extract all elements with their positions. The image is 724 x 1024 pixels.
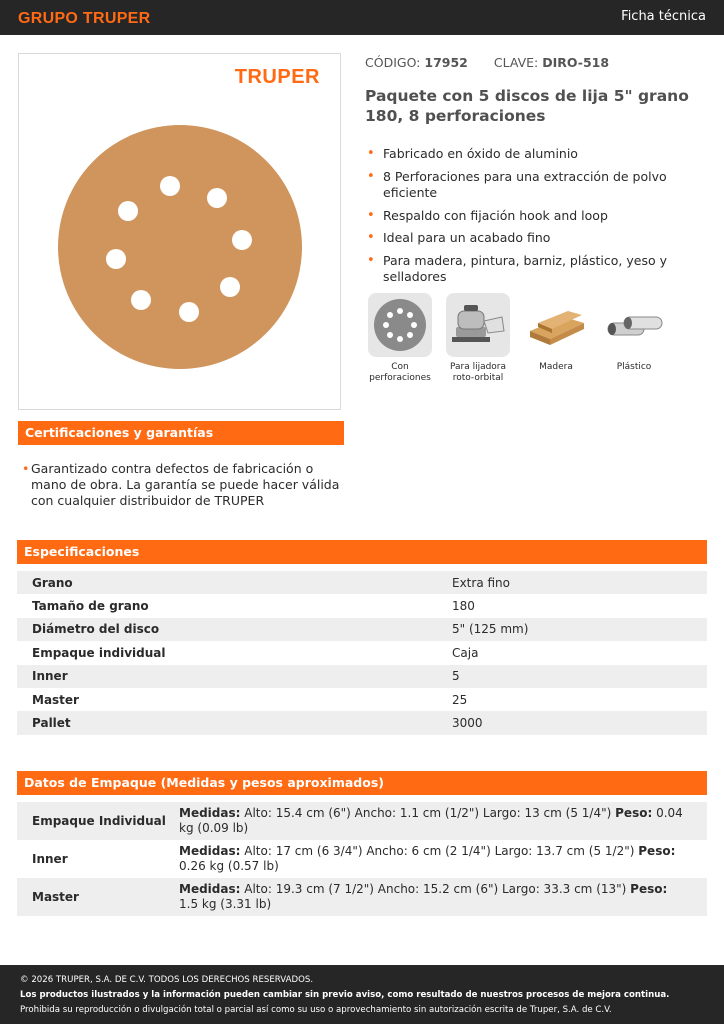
table-row: Inner 5 bbox=[17, 665, 707, 688]
product-codes bbox=[365, 55, 609, 70]
icon-tile-madera bbox=[521, 293, 591, 373]
truper-logo: TRUPER bbox=[234, 66, 320, 88]
feature-icons bbox=[364, 293, 714, 393]
ficha-tecnica-label: Ficha técnica bbox=[621, 9, 706, 24]
codigo-label: CÓDIGO: bbox=[365, 55, 421, 70]
icon-label: Con perforaciones bbox=[369, 362, 431, 383]
legal-text: Prohibida su reproducción o divulgación total o parcial así como su uso o aprovechamiento sin autorización escrita de Truper, S.A. de C.V. bbox=[20, 1005, 612, 1015]
product-image-box bbox=[18, 53, 341, 410]
clave-label: CLAVE: bbox=[493, 55, 539, 70]
icon-tile-plastico bbox=[599, 293, 669, 373]
feature-item: • Fabricado en óxido de aluminio bbox=[367, 146, 712, 162]
feature-item: • 8 Perforaciones para una extracción de polvo eficiente bbox=[367, 169, 712, 201]
warranty-text: • Garantizado contra defectos de fabricación o mano de obra. La garantía se puede hacer válida con cualquier distribuidor de TRUPER bbox=[20, 461, 340, 509]
icon-tile-perforaciones bbox=[365, 293, 435, 384]
clave-value: DIRO-518 bbox=[542, 55, 610, 70]
feature-list bbox=[367, 146, 712, 292]
icon-tile-lijadora bbox=[443, 293, 513, 384]
table-row: Empaque Individual Medidas: Alto: 15.4 cm (6") Ancho: 1.1 cm (1/2") Largo: 13 cm (5 1/4") Peso: 0.04 kg (0.09 lb) bbox=[17, 802, 707, 840]
feature-item: • Respaldo con fijación hook and loop bbox=[367, 208, 712, 224]
codigo-value: 17952 bbox=[424, 55, 468, 70]
table-row: Diámetro del disco 5" (125 mm) bbox=[17, 618, 707, 641]
table-row: Empaque individual Caja bbox=[32, 645, 479, 660]
table-row: Tamaño de grano 180 bbox=[32, 599, 475, 614]
packing-table bbox=[17, 802, 707, 916]
product-title: Paquete con 5 discos de lija 5" grano 180, 8 perforaciones bbox=[365, 87, 689, 125]
table-row: Inner Medidas: Alto: 17 cm (6 3/4") Ancho: 6 cm (2 1/4") Largo: 13.7 cm (5 1/2") Peso: 0.26 kg (0.57 lb) bbox=[32, 844, 676, 873]
icon-label: Para lijadora roto-orbital bbox=[449, 362, 507, 383]
brand-logo[interactable]: GRUPO TRUPER bbox=[18, 10, 151, 27]
table-row: Pallet 3000 bbox=[17, 711, 707, 734]
orbital-sander-icon bbox=[446, 293, 510, 357]
disclaimer-text: Los productos ilustrados y la información pueden cambiar sin previo aviso, como resultado de nuestros procesos de mejora continua. bbox=[20, 990, 670, 1000]
footer bbox=[0, 965, 724, 1024]
wood-icon bbox=[524, 293, 588, 357]
certifications-heading: Certificaciones y garantías bbox=[18, 421, 344, 445]
specs-table bbox=[17, 571, 707, 735]
packing-heading: Datos de Empaque (Medidas y pesos aproximados) bbox=[17, 771, 707, 795]
feature-item: • Ideal para un acabado fino bbox=[367, 230, 712, 246]
table-row: Grano Extra fino bbox=[17, 571, 707, 594]
icon-label: Madera bbox=[539, 362, 573, 372]
specs-heading: Especificaciones bbox=[17, 540, 707, 564]
top-bar bbox=[0, 0, 724, 35]
perforated-disc-icon bbox=[368, 293, 432, 357]
sanding-disc-image bbox=[19, 54, 342, 411]
copyright-text: © 2026 TRUPER, S.A. DE C.V. TODOS LOS DERECHOS RESERVADOS. bbox=[20, 975, 314, 985]
icon-label: Plástico bbox=[616, 362, 652, 372]
plastic-pipes-icon bbox=[602, 293, 666, 357]
table-row: Master 25 bbox=[32, 692, 468, 707]
table-row: Master Medidas: Alto: 19.3 cm (7 1/2") Ancho: 15.2 cm (6") Largo: 33.3 cm (13") Peso: 1.5 kg (3.31 lb) bbox=[17, 878, 707, 916]
feature-item: • Para madera, pintura, barniz, plástico, yeso y selladores bbox=[367, 253, 712, 285]
